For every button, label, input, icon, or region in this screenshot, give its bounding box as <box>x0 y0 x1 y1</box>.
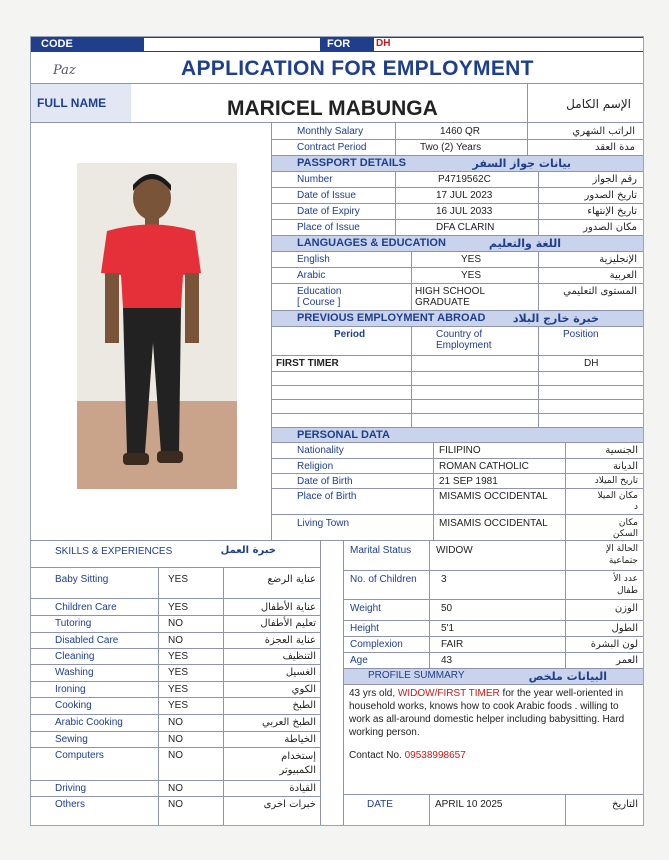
marital-status-arabic: الحالة الإ جتماعية <box>606 544 638 566</box>
skill-cleaning-value: YES <box>168 651 189 662</box>
skills-title: SKILLS & EXPERIENCES <box>55 546 173 557</box>
religion-label: Religion <box>297 461 334 472</box>
skill-sewing-label: Sewing <box>55 734 88 745</box>
skill-driving-label: Driving <box>55 783 87 794</box>
applicant-photo <box>77 163 237 489</box>
living-town-value: MISAMIS OCCIDENTAL <box>439 518 548 529</box>
profile-title-arabic: البيانات ملخص <box>528 670 607 683</box>
for-label: FOR <box>327 38 351 50</box>
birth-place-arabic: مكان الميلا د <box>597 491 638 512</box>
employment-title-arabic: خبرة خارج البلاد <box>512 312 599 325</box>
form-title: APPLICATION FOR EMPLOYMENT <box>181 57 534 80</box>
age-arabic: العمر <box>616 655 638 666</box>
date-label: DATE <box>367 799 393 810</box>
skill-cooking-arabic: الطبخ <box>292 700 316 711</box>
passport-number-arabic: رقم الجواز <box>592 174 637 185</box>
height-arabic: الطول <box>611 623 638 634</box>
arabic-value: YES <box>461 270 482 281</box>
skill-washing-value: YES <box>168 667 189 678</box>
profile-title: PROFILE SUMMARY <box>368 670 465 681</box>
skill-cleaning-arabic: التنظيف <box>282 651 316 662</box>
issue-date-value: 17 JUL 2023 <box>436 190 493 201</box>
education-value: HIGH SCHOOL GRADUATE <box>415 286 486 308</box>
code-label: CODE <box>41 38 73 50</box>
living-town-label: Living Town <box>297 518 350 529</box>
contact-value: 09538998657 <box>404 750 466 761</box>
skill-sewing-value: NO <box>168 734 183 745</box>
issue-date-arabic: تاريخ الصدور <box>584 190 637 201</box>
english-label: English <box>297 254 330 265</box>
skill-sewing-arabic: الخياطة <box>284 734 316 745</box>
salary-arabic: الراتب الشهري <box>572 126 635 137</box>
skill-others-value: NO <box>168 799 183 810</box>
skill-washing-label: Washing <box>55 667 94 678</box>
religion-arabic: الديانة <box>612 461 638 472</box>
arabic-label: Arabic <box>297 270 326 281</box>
skill-ironing-label: Ironing <box>55 684 86 695</box>
skill-computers-label: Computers <box>55 750 104 761</box>
weight-arabic: الوزن <box>614 603 638 614</box>
skill-computers-arabic: إستخدام الكمبيوتر <box>279 751 316 776</box>
skill-disabled-care-value: NO <box>168 635 183 646</box>
passport-title: PASSPORT DETAILS <box>297 157 406 169</box>
complexion-arabic: لون البشرة <box>590 639 638 650</box>
full-name-label: FULL NAME <box>37 96 107 110</box>
children-count-label: No. of Children <box>350 574 417 585</box>
weight-label: Weight <box>350 603 381 614</box>
employment-title: PREVIOUS EMPLOYMENT ABROAD <box>297 312 486 324</box>
skill-disabled-care-arabic: عناية العجزة <box>264 635 316 646</box>
skills-title-arabic: خبرة العمل <box>220 545 276 556</box>
skill-tutoring-arabic: تعليم الأطفال <box>260 618 316 629</box>
marital-status-value: WIDOW <box>436 545 473 556</box>
skill-others-label: Others <box>55 799 86 810</box>
nationality-arabic: الجنسية <box>605 445 638 456</box>
children-count-value: 3 <box>441 574 447 585</box>
skill-children-care-value: YES <box>168 602 189 613</box>
for-value: DH <box>376 38 391 49</box>
skill-tutoring-label: Tutoring <box>55 618 92 629</box>
for-field[interactable] <box>374 38 643 51</box>
passport-number-label: Number <box>297 174 333 185</box>
education-label: Education [ Course ] <box>297 286 342 308</box>
skill-ironing-value: YES <box>168 684 189 695</box>
profile-text-post: for the year well-oriented in household works, knows how to cook Arabic foods . willing to work as all-around domestic helper including babysitting. Hard working person. <box>349 688 625 738</box>
height-value: 5'1 <box>441 623 455 634</box>
skill-others-arabic: خبرات اخرى <box>263 799 316 810</box>
living-town-arabic: مكان السكن <box>612 518 638 539</box>
nationality-label: Nationality <box>297 445 344 456</box>
handwritten-code: Paz <box>53 63 76 78</box>
passport-title-arabic: بيانات جواز السفر <box>472 157 571 170</box>
full-name-arabic: الإسم الكامل <box>566 97 631 111</box>
nationality-value: FILIPINO <box>439 445 481 456</box>
application-form <box>30 36 644 826</box>
birth-date-arabic: تاريخ الميلاد <box>594 476 638 486</box>
issue-place-label: Place of Issue <box>297 222 360 233</box>
contract-period-label: Contract Period <box>297 142 367 153</box>
contract-period-value: Two (2) Years <box>420 142 482 153</box>
skill-ironing-arabic: الكوي <box>291 684 316 695</box>
col-position: Position <box>563 329 599 340</box>
salary-label: Monthly Salary <box>297 126 364 137</box>
employment-position: DH <box>584 358 599 369</box>
skill-arabic-cooking-label: Arabic Cooking <box>55 717 123 728</box>
code-field[interactable] <box>144 38 320 51</box>
applicant-figure <box>77 163 237 489</box>
contract-period-arabic: مدة العقد <box>595 142 635 153</box>
skill-cooking-label: Cooking <box>55 700 92 711</box>
skill-driving-arabic: القيادة <box>289 783 316 794</box>
issue-date-label: Date of Issue <box>297 190 356 201</box>
expiry-date-label: Date of Expiry <box>297 206 360 217</box>
religion-value: ROMAN CATHOLIC <box>439 461 529 472</box>
english-value: YES <box>461 254 482 265</box>
personal-title: PERSONAL DATA <box>297 429 390 441</box>
languages-title-arabic: اللغة والتعليم <box>488 237 561 250</box>
skill-children-care-label: Children Care <box>55 602 117 613</box>
marital-status-label: Marital Status <box>350 545 412 556</box>
profile-summary-text <box>349 687 639 739</box>
skill-arabic-cooking-arabic: الطبخ العربي <box>262 717 316 728</box>
profile-text-pre: 43 yrs old, <box>349 688 398 699</box>
birth-date-value: 21 SEP 1981 <box>439 476 498 487</box>
english-arabic: الإنجليزية <box>599 254 637 265</box>
complexion-value: FAIR <box>441 639 464 650</box>
full-name-value: MARICEL MABUNGA <box>227 97 438 120</box>
complexion-label: Complexion <box>350 639 403 650</box>
skill-disabled-care-label: Disabled Care <box>55 635 119 646</box>
date-arabic: التاريخ <box>612 799 638 810</box>
birth-place-value: MISAMIS OCCIDENTAL <box>439 491 548 502</box>
skill-tutoring-value: NO <box>168 618 183 629</box>
contact-line <box>349 750 466 761</box>
weight-value: 50 <box>441 603 453 614</box>
skill-cleaning-label: Cleaning <box>55 651 95 662</box>
skill-children-care-arabic: عناية الأطفال <box>260 602 316 613</box>
skill-arabic-cooking-value: NO <box>168 717 183 728</box>
children-count-arabic: عدد الأ طفال <box>613 574 638 596</box>
passport-number-value: P4719562C <box>438 174 491 185</box>
languages-title: LANGUAGES & EDUCATION <box>297 237 446 249</box>
skill-baby-sitting-value: YES <box>168 574 189 585</box>
issue-place-arabic: مكان الصدور <box>583 222 637 233</box>
contact-label: Contact No. <box>349 750 405 761</box>
birth-place-label: Place of Birth <box>297 491 357 502</box>
profile-text-highlight: WIDOW/FIRST TIMER <box>397 688 500 699</box>
skill-computers-value: NO <box>168 750 183 761</box>
expiry-date-arabic: تاريخ الإنتهاء <box>587 206 637 217</box>
skill-cooking-value: YES <box>168 700 189 711</box>
col-country: Country of Employment <box>436 329 492 351</box>
birth-date-label: Date of Birth <box>297 476 353 487</box>
age-label: Age <box>350 655 368 666</box>
skill-baby-sitting-label: Baby Sitting <box>55 574 109 585</box>
skill-baby-sitting-arabic: عناية الرضع <box>267 574 316 585</box>
skill-washing-arabic: الغسيل <box>285 667 316 678</box>
skill-driving-value: NO <box>168 783 183 794</box>
col-period: Period <box>334 329 366 340</box>
salary-value: 1460 QR <box>440 126 481 137</box>
education-arabic: المستوى التعليمي <box>563 286 637 297</box>
date-value: APRIL 10 2025 <box>435 799 503 810</box>
expiry-date-value: 16 JUL 2033 <box>436 206 493 217</box>
age-value: 43 <box>441 655 453 666</box>
arabic-arabic: العربية <box>609 270 637 281</box>
employment-period: FIRST TIMER <box>276 358 339 369</box>
issue-place-value: DFA CLARIN <box>436 222 495 233</box>
height-label: Height <box>350 623 379 634</box>
